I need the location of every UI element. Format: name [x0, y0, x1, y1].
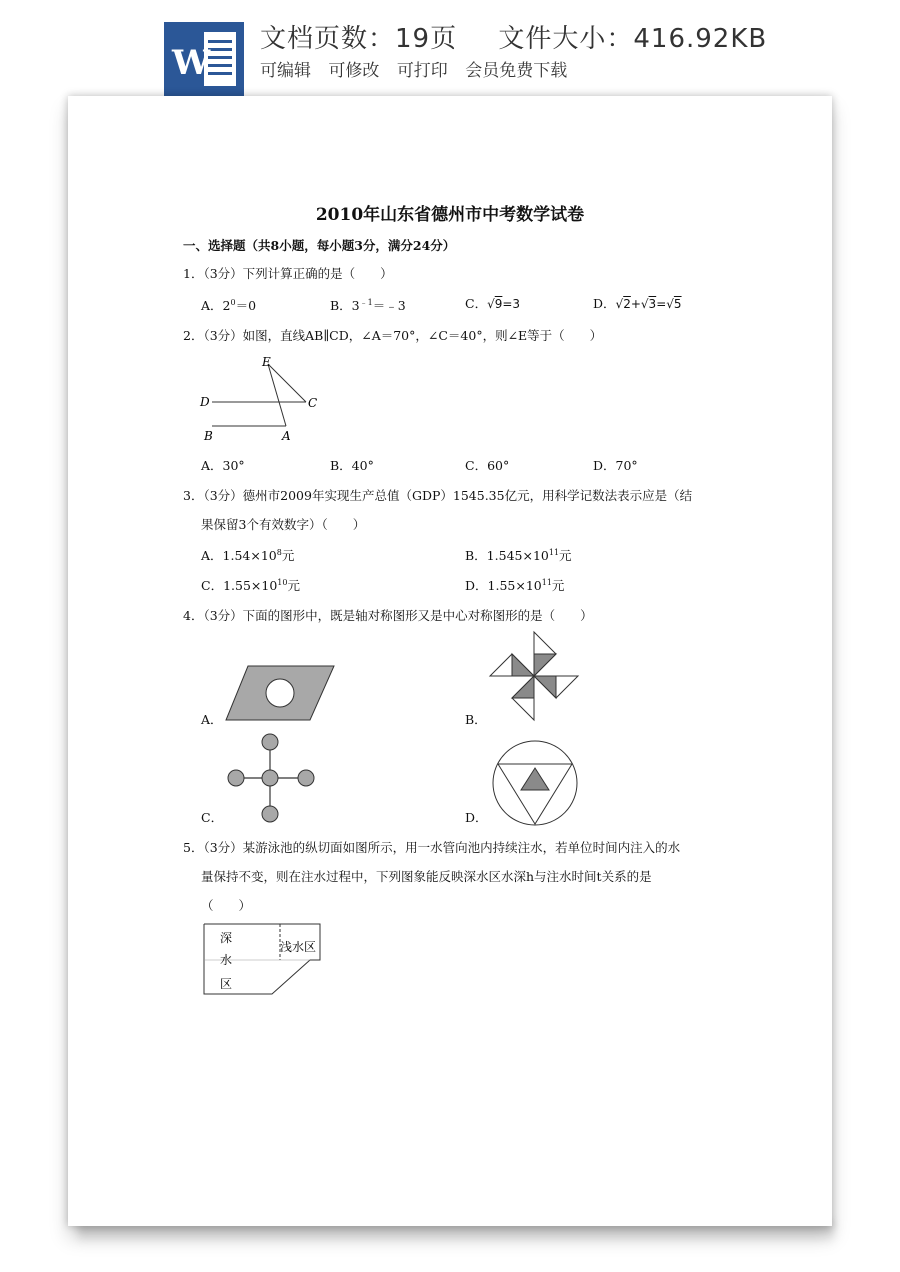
svg-text:C: C	[308, 396, 318, 410]
svg-text:A: A	[282, 429, 291, 443]
question-5-stem-line3: （ ）	[201, 898, 252, 913]
question-2-option-b: B．40°	[330, 458, 374, 473]
question-4-option-c: C．	[201, 810, 224, 825]
parallelogram-with-hole-figure	[222, 662, 338, 724]
question-3-option-d: D．$1.55\times 10^{11}$元	[465, 578, 565, 593]
question-4-stem: 4．（3分）下面的图形中，既是轴对称图形又是中心对称图形的是（ ）	[183, 608, 593, 623]
question-5-stem-line2: 量保持不变，则在注水过程中，下列图象能反映深水区水深h与注水时间t关系的是	[201, 869, 652, 884]
feature-modifiable: 可修改	[328, 61, 380, 81]
feature-member-download: 会员免费下载	[465, 61, 568, 81]
feature-printable: 可打印	[396, 61, 448, 81]
question-4-option-d: D．	[465, 810, 488, 825]
question-3-option-a: A．$1.54\times 10^8$元	[201, 548, 295, 563]
question-2-stem: 2．（3分）如图，直线AB∥CD，∠A＝70°，∠C＝40°，则∠E等于（ ）	[183, 328, 603, 343]
question-3-option-c: C．$1.55\times 10^{10}$元	[201, 578, 300, 593]
question-4-option-a: A．	[201, 712, 223, 727]
svg-text:B: B	[204, 429, 213, 443]
svg-text:D: D	[200, 395, 210, 409]
question-1-option-c: C．√9=3	[465, 296, 521, 311]
question-3-option-b: B．$1.545\times 10^{11}$元	[465, 548, 572, 563]
parallel-lines-figure	[198, 354, 328, 446]
question-5-stem-line1: 5．（3分）某游泳池的纵切面如图所示，用一水管向池内持续注水，若单位时间内注入的水	[183, 840, 681, 855]
pinwheel-figure	[486, 628, 584, 724]
question-2-option-d: D．70°	[593, 458, 638, 473]
svg-text:W: W	[172, 43, 211, 83]
svg-text:深: 深	[220, 931, 233, 945]
feature-editable: 可编辑	[260, 61, 311, 81]
swimming-pool-cross-section-figure	[198, 920, 328, 998]
svg-text:浅水区: 浅水区	[280, 940, 317, 954]
question-1-option-d: D．√2+√3=√5	[593, 296, 682, 311]
svg-text:E: E	[262, 355, 271, 369]
circle-triangle-figure	[488, 740, 582, 826]
question-3-stem-line2: 果保留3个有效数字）（ ）	[201, 517, 366, 532]
document-page[interactable]	[68, 96, 832, 1226]
svg-text:水: 水	[220, 953, 233, 967]
question-4-option-b: B．	[465, 712, 487, 727]
question-1-option-a: A．$2^0=0$	[201, 298, 257, 313]
page-count: 文档页数：19页	[260, 24, 458, 54]
file-info-header	[0, 0, 900, 100]
question-2-option-a: A．30°	[201, 458, 245, 473]
question-2-option-c: C．60°	[465, 458, 510, 473]
cross-circles-figure	[222, 732, 322, 824]
file-size: 文件大小：416.92KB	[498, 24, 768, 54]
svg-text:区: 区	[220, 977, 233, 991]
word-document-icon	[164, 22, 244, 96]
question-3-stem-line1: 3．（3分）德州市2009年实现生产总值（GDP）1545.35亿元，用科学记数法表示应是（结	[183, 488, 693, 503]
question-1-stem: 1．（3分）下列计算正确的是（ ）	[183, 266, 393, 281]
sqrt-symbol: √	[487, 297, 495, 311]
file-stats	[260, 18, 767, 55]
question-1-option-b: B．$3^{﹣1}=﹣3$	[330, 298, 406, 313]
section-heading: 一、选择题（共8小题，每小题3分，满分24分）	[183, 238, 456, 253]
exam-title: 2010年山东省德州市中考数学试卷	[315, 205, 585, 225]
feature-list	[260, 56, 579, 81]
